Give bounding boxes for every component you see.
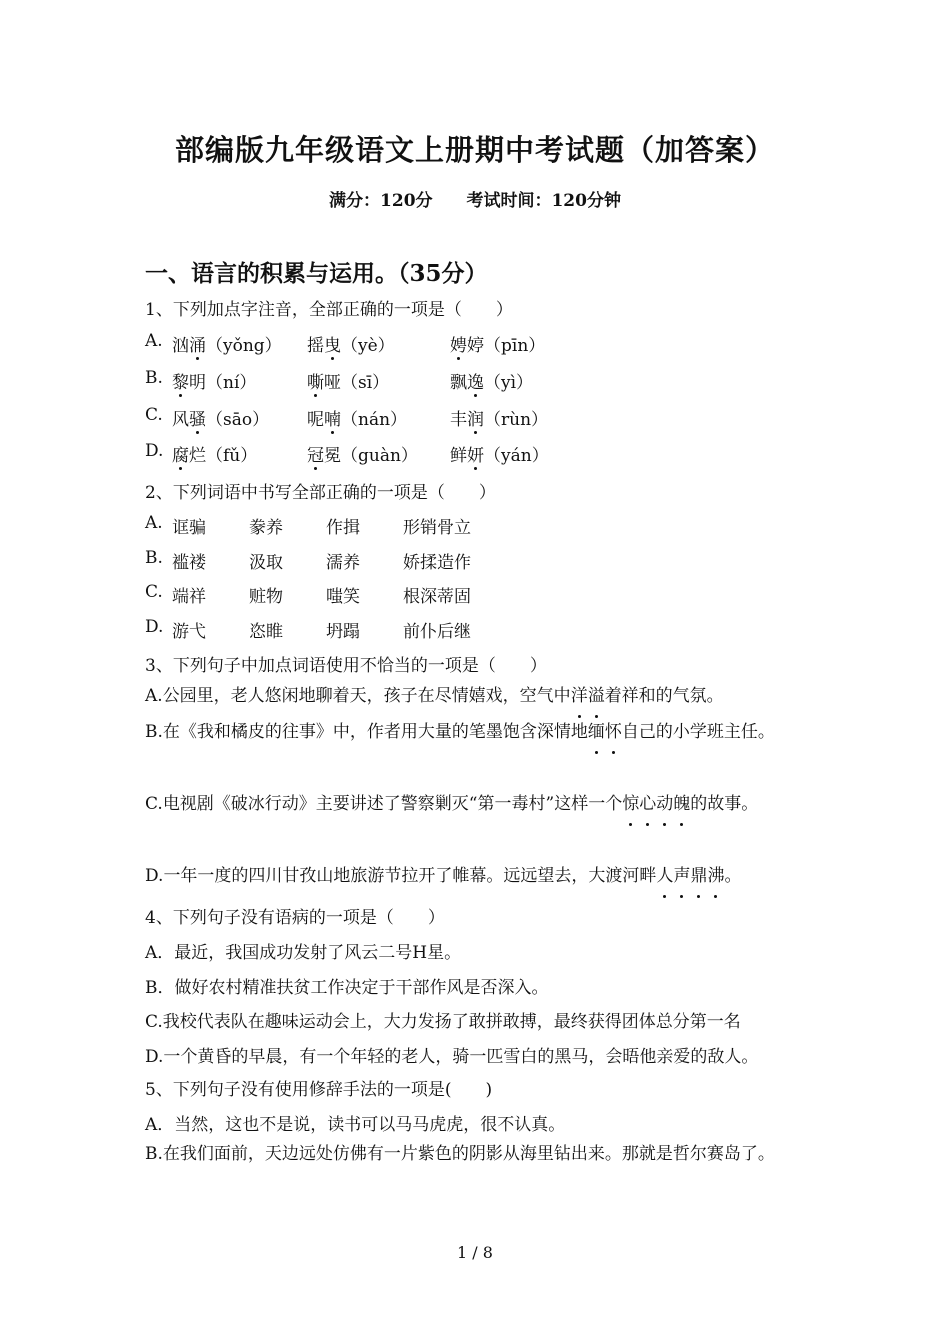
dotted-char: 黎 bbox=[172, 368, 189, 393]
word-item: 恣睢 bbox=[249, 622, 283, 642]
word-item: 端祥 bbox=[172, 587, 206, 607]
option-label: A. bbox=[145, 513, 163, 533]
pinyin-text: （fǔ） bbox=[206, 446, 258, 466]
dotted-char: 动 bbox=[656, 786, 673, 822]
dotted-word bbox=[656, 866, 724, 886]
dotted-char: 妍 bbox=[467, 441, 484, 466]
word-char: 婷 bbox=[467, 336, 484, 356]
dotted-char: 骚 bbox=[189, 405, 206, 430]
word-item: 诓骗 bbox=[172, 518, 206, 538]
word-item: 嗤笑 bbox=[326, 587, 360, 607]
pinyin-item bbox=[450, 405, 548, 430]
exam-info bbox=[0, 186, 950, 211]
question-5-stem: 5、下列句子没有使用修辞手法的一项是( ) bbox=[145, 1080, 493, 1100]
dotted-word bbox=[571, 686, 605, 706]
pinyin-text: （yán） bbox=[484, 446, 549, 466]
question-4-option-d: D.一个黄昏的早晨，有一个年轻的老人，骑一匹雪白的黑马，会晤他亲爱的敌人。 bbox=[145, 1047, 759, 1067]
word-char: 摇 bbox=[307, 336, 324, 356]
dotted-char: 娉 bbox=[450, 331, 467, 356]
pinyin-item bbox=[450, 368, 533, 393]
dotted-char: 冠 bbox=[307, 441, 324, 466]
question-4-option-a: A．最近，我国成功发射了风云二号H星。 bbox=[145, 943, 462, 963]
pinyin-text: （guàn） bbox=[341, 446, 418, 466]
word-char: 冕 bbox=[324, 446, 341, 466]
question-3-option-c: C.电视剧《破冰行动》主要讲述了警察剿灭“第一毒村”这样一个惊心动魄的故事。 bbox=[145, 786, 810, 822]
pinyin-item bbox=[172, 331, 282, 356]
word-char: 明 bbox=[189, 373, 206, 393]
pinyin-item bbox=[172, 368, 256, 393]
pinyin-text: （ní） bbox=[206, 373, 257, 393]
dotted-word bbox=[622, 794, 690, 814]
pinyin-text: （yè） bbox=[341, 336, 395, 356]
question-4-option-c: C.我校代表队在趣味运动会上，大力发扬了敢拼敢搏，最终获得团体总分第一名 bbox=[145, 1012, 741, 1032]
word-char: 鲜 bbox=[450, 446, 467, 466]
page-number: 1 / 8 bbox=[457, 1243, 493, 1262]
full-score: 满分：120分 bbox=[329, 191, 433, 211]
question-3-stem: 3、下列句子中加点词语使用不恰当的一项是（ ） bbox=[145, 656, 547, 676]
word-char: 哑 bbox=[324, 373, 341, 393]
pinyin-text: （yì） bbox=[484, 373, 534, 393]
dotted-char: 声 bbox=[673, 858, 690, 894]
dotted-char: 心 bbox=[639, 786, 656, 822]
question-1-stem: 1、下列加点字注音，全部正确的一项是（ ） bbox=[145, 300, 513, 320]
question-2-stem: 2、下列词语中书写全部正确的一项是（ ） bbox=[145, 483, 496, 503]
pinyin-item bbox=[172, 441, 257, 466]
word-item: 褴褛 bbox=[172, 553, 206, 573]
option-label: B. bbox=[145, 368, 163, 388]
dotted-char: 逸 bbox=[467, 368, 484, 393]
dotted-char: 溢 bbox=[588, 678, 605, 714]
dotted-char: 腐 bbox=[172, 441, 189, 466]
word-item: 坍蹋 bbox=[326, 622, 360, 642]
option-label: A. bbox=[145, 331, 163, 351]
page-title: 部编版九年级语文上册期中考试题（加答案） bbox=[174, 133, 775, 167]
word-char: 汹 bbox=[172, 336, 189, 356]
pinyin-text: （yǒng） bbox=[206, 336, 282, 356]
dotted-char: 缅 bbox=[588, 714, 605, 750]
dotted-char: 怀 bbox=[605, 714, 622, 750]
dotted-char: 人 bbox=[656, 858, 673, 894]
pinyin-item bbox=[307, 331, 395, 356]
dotted-char: 鼎 bbox=[690, 858, 707, 894]
dotted-char: 嘶 bbox=[307, 368, 324, 393]
option-label: B. bbox=[145, 548, 163, 568]
word-item: 前仆后继 bbox=[403, 622, 471, 642]
question-3-option-d: D.一年一度的四川甘孜山地旅游节拉开了帷幕。远远望去，大渡河畔人声鼎沸。 bbox=[145, 858, 810, 894]
pinyin-text: （sāo） bbox=[206, 410, 270, 430]
word-char: 飘 bbox=[450, 373, 467, 393]
dotted-word bbox=[588, 722, 622, 742]
pinyin-text: （sī） bbox=[341, 373, 390, 393]
word-item: 赃物 bbox=[249, 587, 283, 607]
question-5-option-b: B.在我们面前，天边远处仿佛有一片紫色的阴影从海里钻出来。那就是哲尔赛岛了。 bbox=[145, 1144, 775, 1164]
pinyin-item bbox=[172, 405, 269, 430]
word-item: 娇揉造作 bbox=[403, 553, 471, 573]
word-item: 濡养 bbox=[326, 553, 360, 573]
question-4-option-b: B．做好农村精准扶贫工作决定于干部作风是否深入。 bbox=[145, 978, 549, 998]
dotted-char: 润 bbox=[467, 405, 484, 430]
question-5-option-a: A．当然，这也不是说，读书可以马马虎虎，很不认真。 bbox=[145, 1115, 566, 1135]
dotted-char: 惊 bbox=[622, 786, 639, 822]
pinyin-text: （pīn） bbox=[484, 336, 546, 356]
word-item: 作揖 bbox=[326, 518, 360, 538]
word-char: 风 bbox=[172, 410, 189, 430]
word-item: 汲取 bbox=[249, 553, 283, 573]
option-label: D. bbox=[145, 441, 164, 461]
dotted-char: 涌 bbox=[189, 331, 206, 356]
dotted-char: 曳 bbox=[324, 331, 341, 356]
exam-time: 考试时间：120分钟 bbox=[466, 191, 621, 211]
question-3-option-b: B.在《我和橘皮的往事》中，作者用大量的笔墨饱含深情地缅怀自己的小学班主任。 bbox=[145, 714, 810, 750]
dotted-char: 沸 bbox=[707, 858, 724, 894]
pinyin-text: （rùn） bbox=[484, 410, 549, 430]
word-char: 丰 bbox=[450, 410, 467, 430]
question-3-option-a: A.公园里，老人悠闲地聊着天，孩子在尽情嬉戏，空气中洋溢着祥和的气氛。 bbox=[145, 678, 810, 714]
pinyin-item bbox=[307, 441, 418, 466]
word-item: 豢养 bbox=[249, 518, 283, 538]
pinyin-item bbox=[450, 441, 549, 466]
pinyin-item bbox=[450, 331, 545, 356]
word-char: 烂 bbox=[189, 446, 206, 466]
pinyin-item bbox=[307, 368, 389, 393]
dotted-char: 喃 bbox=[324, 405, 341, 430]
word-item: 根深蒂固 bbox=[403, 587, 471, 607]
word-char: 呢 bbox=[307, 410, 324, 430]
option-label: D. bbox=[145, 617, 164, 637]
pinyin-item bbox=[307, 405, 407, 430]
question-4-stem: 4、下列句子没有语病的一项是（ ） bbox=[145, 908, 445, 928]
option-label: C. bbox=[145, 405, 163, 425]
dotted-char: 魄 bbox=[673, 786, 690, 822]
pinyin-text: （nán） bbox=[341, 410, 408, 430]
word-item: 游弋 bbox=[172, 622, 206, 642]
section-heading: 一、语言的积累与运用。（35分） bbox=[145, 260, 488, 287]
word-item: 形销骨立 bbox=[403, 518, 471, 538]
option-label: C. bbox=[145, 582, 163, 602]
dotted-char: 洋 bbox=[571, 678, 588, 714]
